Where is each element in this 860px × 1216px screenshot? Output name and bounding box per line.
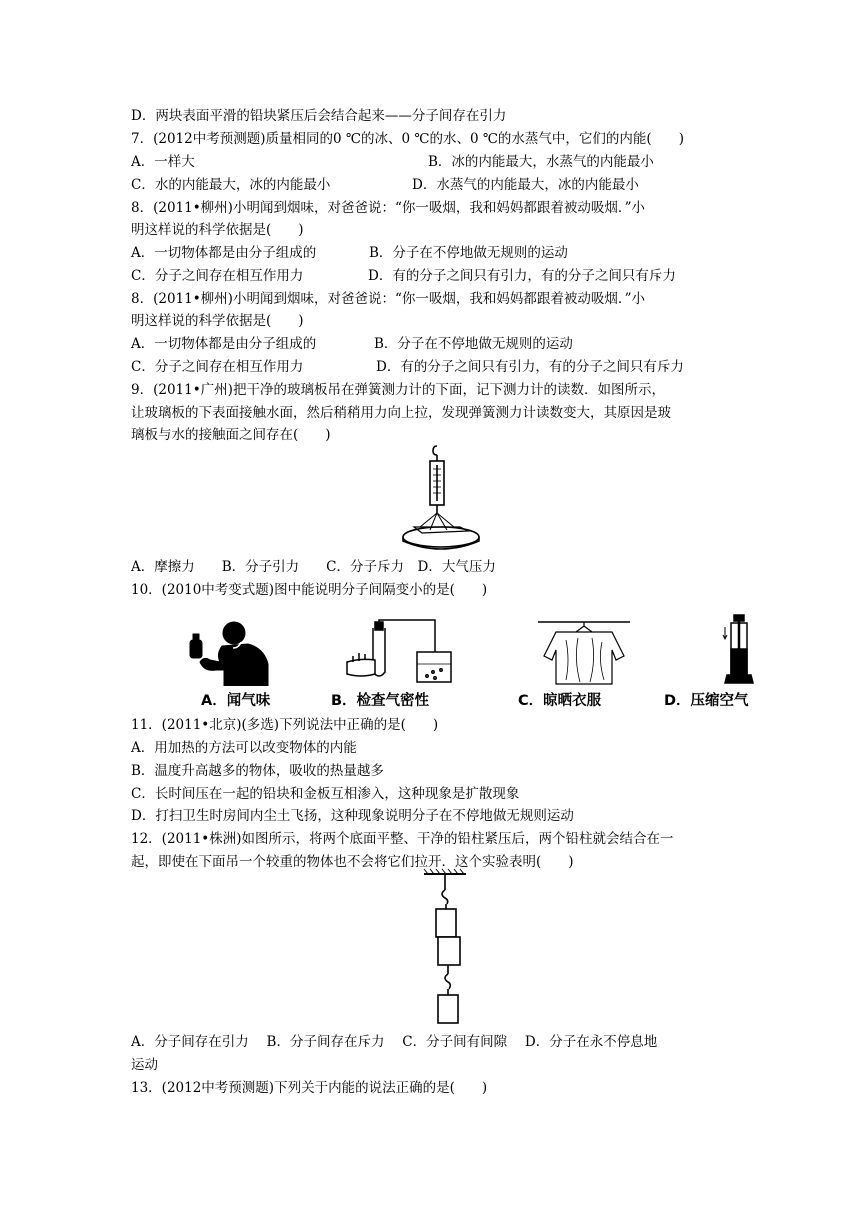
q7-option-d: D．水蒸气的内能最大，冰的内能最小 [412, 177, 639, 193]
q11-option-c: C．长时间压在一起的铅块和金板互相渗入，这种现象是扩散现象 [131, 786, 520, 802]
q6-option-d: D．两块表面平滑的铅块紧压后会结合起来——分子间存在引力 [131, 108, 507, 124]
q8a-option-b: B．分子在不停地做无规则的运动 [369, 245, 568, 261]
q10-caption-b: B．检查气密性 [331, 693, 430, 709]
q11-option-d: D．打扫卫生时房间内尘土飞扬，这种现象说明分子在不停地做无规则运动 [131, 808, 574, 824]
q10-caption-d: D．压缩空气 [664, 693, 749, 709]
q8b-stem-line1: 8．(2011•柳州)小明闻到烟味，对爸爸说：“你一吸烟，我和妈妈都跟着被动吸烟．”小 [131, 291, 645, 307]
spring-scale-figure [400, 443, 482, 553]
q7-stem: 7．(2012中考预测题)质量相同的0 ℃的冰、0 ℃的水、0 ℃的水蒸气中，它们的内能( ) [131, 131, 684, 147]
compress-air-figure [721, 613, 757, 687]
q8a-stem-line2: 明这样说的科学依据是( ) [131, 222, 304, 238]
q8b-stem-line2: 明这样说的科学依据是( ) [131, 313, 304, 329]
q8b-option-a: A．一切物体都是由分子组成的 [131, 336, 317, 352]
q9-stem-line3: 璃板与水的接触面之间存在( ) [131, 427, 331, 443]
q10-stem: 10．(2010中考变式题)图中能说明分子间隔变小的是( ) [131, 582, 488, 598]
q9-options: A．摩擦力 B．分子引力 C．分子斥力 D．大气压力 [131, 559, 496, 575]
q12-stem-line1: 12．(2011•株洲)如图所示，将两个底面平整、干净的铅柱紧压后，两个铅柱就会结合在一 [131, 831, 674, 847]
q13-stem: 13．(2012中考预测题)下列关于内能的说法正确的是( ) [131, 1080, 488, 1096]
q7-option-b: B．冰的内能最大，水蒸气的内能最小 [428, 154, 654, 170]
q12-options-line1: A．分子间存在引力 B．分子间存在斥力 C．分子间有间隙 D．分子在永不停息地 [131, 1034, 658, 1050]
smelling-person-figure [186, 620, 270, 686]
q8a-option-c: C．分子之间存在相互作用力 [131, 268, 304, 284]
lead-cylinders-figure [420, 868, 470, 1028]
q8a-stem-line1: 8．(2011•柳州)小明闻到烟味，对爸爸说：“你一吸烟，我和妈妈都跟着被动吸烟．”小 [131, 200, 645, 216]
q11-option-a: A．用加热的方法可以改变物体的内能 [131, 740, 357, 756]
q7-option-c: C．水的内能最大，冰的内能最小 [131, 177, 331, 193]
q8a-option-a: A．一切物体都是由分子组成的 [131, 245, 317, 261]
q11-option-b: B．温度升高越多的物体，吸收的热量越多 [131, 763, 384, 779]
q12-stem-line2: 起，即使在下面吊一个较重的物体也不会将它们拉开．这个实验表明( ) [131, 854, 574, 870]
q12-options-line2: 运动 [131, 1057, 158, 1073]
q9-stem-line2: 让玻璃板的下表面接触水面，然后稍稍用力向上拉，发现弹簧测力计读数变大，其原因是玻 [131, 405, 671, 421]
q10-caption-a: A．闻气味 [201, 693, 271, 709]
airtightness-check-figure [345, 618, 455, 686]
q9-stem-line1: 9．(2011•广州)把干净的玻璃板吊在弹簧测力计的下面，记下测力计的读数．如图所示， [131, 382, 665, 398]
q10-caption-c: C．晾晒衣服 [518, 693, 602, 709]
q8b-option-d: D．有的分子之间只有引力，有的分子之间只有斥力 [376, 359, 684, 375]
drying-clothes-figure [536, 618, 632, 686]
q7-option-a: A．一样大 [131, 154, 195, 170]
q8b-option-b: B．分子在不停地做无规则的运动 [374, 336, 573, 352]
q8a-option-d: D．有的分子之间只有引力，有的分子之间只有斥力 [368, 268, 676, 284]
q11-stem: 11．(2011•北京)(多选)下列说法中正确的是( ) [131, 717, 439, 733]
q8b-option-c: C．分子之间存在相互作用力 [131, 359, 304, 375]
